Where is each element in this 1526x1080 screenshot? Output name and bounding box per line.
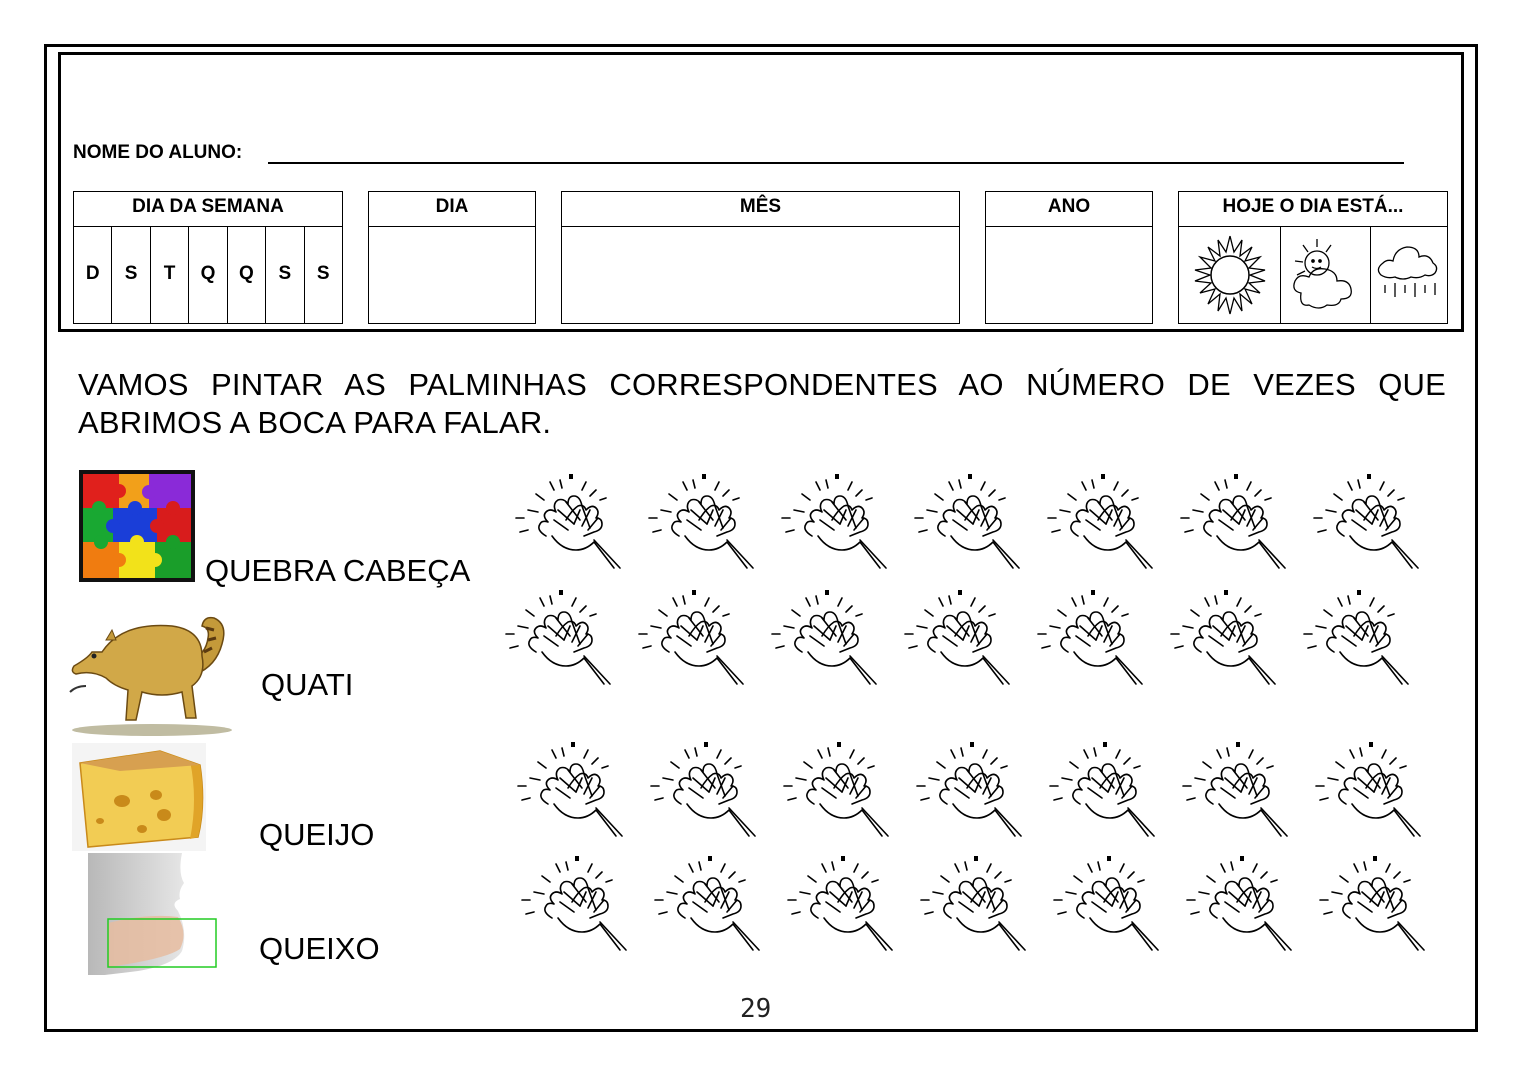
weekday-cell[interactable]: T xyxy=(151,226,189,323)
clapping-hands-icon[interactable] xyxy=(649,852,769,962)
month-table[interactable] xyxy=(561,191,960,324)
clapping-hands-icon[interactable] xyxy=(1181,852,1301,962)
year-table[interactable] xyxy=(985,191,1153,324)
instruction-text: VAMOS PINTAR AS PALMINHAS CORRESPONDENTES AO NÚMERO DE VEZES QUE ABRIMOS A BOCA PARA FALAR. xyxy=(78,367,1446,440)
clapping-hands-icon[interactable] xyxy=(1165,586,1285,696)
clap-row xyxy=(0,586,1526,696)
clapping-hands-icon[interactable] xyxy=(1308,470,1428,580)
weekday-cells xyxy=(74,226,342,323)
clapping-hands-icon[interactable] xyxy=(633,586,753,696)
clapping-hands-icon[interactable] xyxy=(1048,852,1168,962)
word-label: QUEBRA CABEÇA xyxy=(205,553,471,588)
clapping-hands-icon[interactable] xyxy=(512,738,632,848)
day-title: DIA xyxy=(369,192,535,227)
weekday-cell[interactable]: D xyxy=(74,226,112,323)
weather-option-partly-cloudy[interactable] xyxy=(1281,226,1370,323)
clapping-hands-icon[interactable] xyxy=(1032,586,1152,696)
clapping-hands-icon[interactable] xyxy=(899,586,1019,696)
day-table[interactable] xyxy=(368,191,536,324)
clapping-hands-icon[interactable] xyxy=(645,738,765,848)
weekday-cell[interactable]: S xyxy=(112,226,150,323)
clapping-hands-icon[interactable] xyxy=(1298,586,1418,696)
weather-table xyxy=(1178,191,1448,324)
year-title: ANO xyxy=(986,192,1152,227)
clapping-hands-icon[interactable] xyxy=(782,852,902,962)
weekday-cell[interactable]: Q xyxy=(189,226,227,323)
word-label: QUEIXO xyxy=(259,931,380,966)
clapping-hands-icon[interactable] xyxy=(1310,738,1430,848)
clapping-hands-icon[interactable] xyxy=(909,470,1029,580)
clapping-hands-icon[interactable] xyxy=(510,470,630,580)
weekday-cell[interactable]: S xyxy=(266,226,304,323)
weather-title: HOJE O DIA ESTÁ... xyxy=(1179,192,1447,227)
weather-options xyxy=(1179,226,1447,323)
student-name-label: NOME DO ALUNO: xyxy=(73,142,243,163)
page-number: 29 xyxy=(740,994,772,1024)
clap-row xyxy=(0,738,1526,848)
clapping-hands-icon[interactable] xyxy=(911,738,1031,848)
clapping-hands-icon[interactable] xyxy=(1175,470,1295,580)
sun-icon xyxy=(1185,232,1275,318)
weekday-table xyxy=(73,191,343,324)
clapping-hands-icon[interactable] xyxy=(766,586,886,696)
clapping-hands-icon[interactable] xyxy=(915,852,1035,962)
weather-option-sunny[interactable] xyxy=(1179,226,1281,323)
clapping-hands-icon[interactable] xyxy=(1042,470,1162,580)
clapping-hands-icon[interactable] xyxy=(643,470,763,580)
weekday-cell[interactable]: Q xyxy=(228,226,266,323)
weekday-title: DIA DA SEMANA xyxy=(74,192,342,227)
weekday-cell[interactable]: S xyxy=(316,263,330,284)
clapping-hands-icon[interactable] xyxy=(1177,738,1297,848)
month-title: MÊS xyxy=(562,192,959,227)
weather-option-rainy[interactable] xyxy=(1371,226,1447,323)
rain-cloud-icon xyxy=(1373,235,1445,315)
clapping-hands-icon[interactable] xyxy=(516,852,636,962)
clapping-hands-icon[interactable] xyxy=(1314,852,1434,962)
clapping-hands-icon[interactable] xyxy=(776,470,896,580)
clapping-hands-icon[interactable] xyxy=(500,586,620,696)
partly-cloudy-icon xyxy=(1283,235,1367,315)
clap-row xyxy=(0,852,1526,962)
clapping-hands-icon[interactable] xyxy=(778,738,898,848)
word-label: QUATI xyxy=(261,667,354,702)
clap-row xyxy=(0,470,1526,580)
clapping-hands-icon[interactable] xyxy=(1044,738,1164,848)
student-name-field[interactable] xyxy=(268,162,1404,164)
word-label: QUEIJO xyxy=(259,817,375,852)
